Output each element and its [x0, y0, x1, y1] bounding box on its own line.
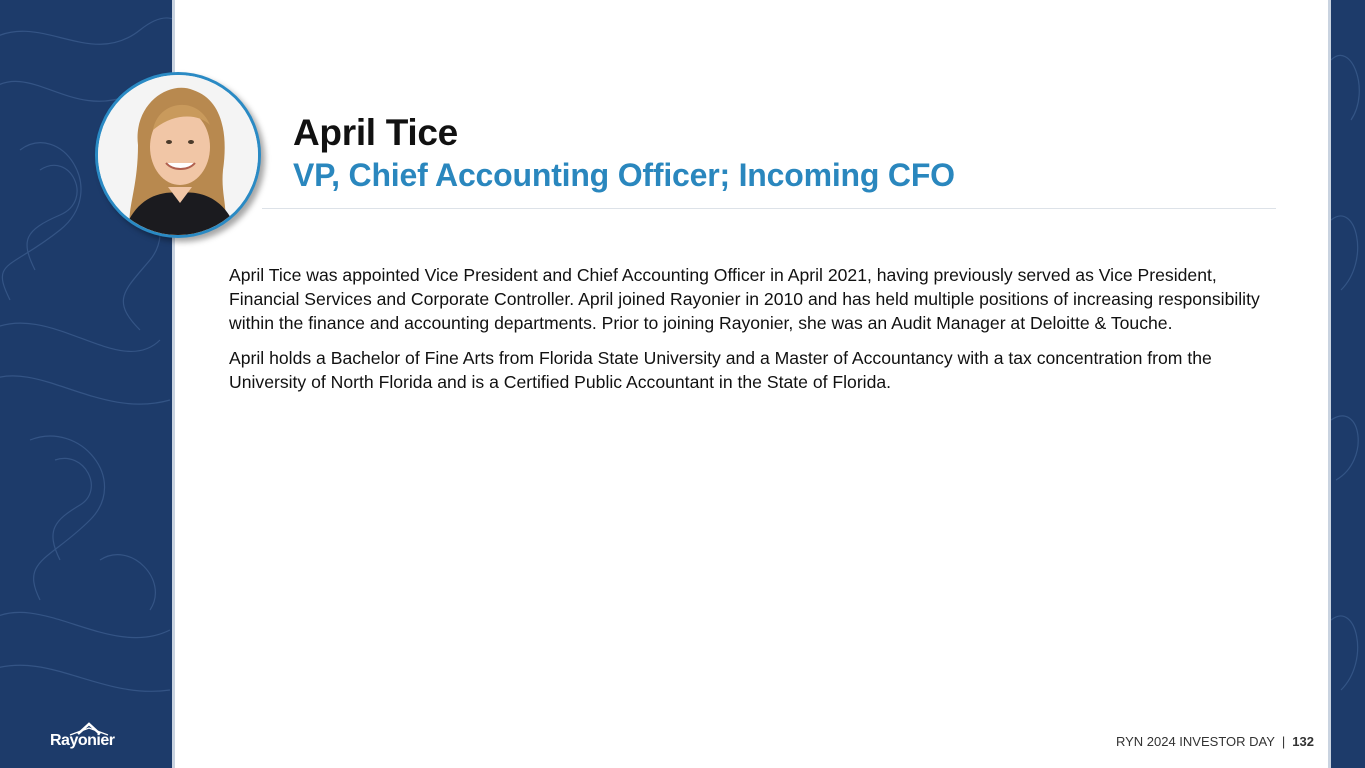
bio-paragraph: April Tice was appointed Vice President and Chief Accounting Officer in April 2021, having previously served as Vice President, Financial Services and Corporate Controller. April joined Rayonier in 2010 and has held multiple positions of increasing responsibility within the finance and accounting departments. Prior to joining Rayonier, she was an Audit Manager at Deloitte & Touche.	[229, 265, 1260, 333]
biography	[229, 263, 1279, 405]
headshot-photo	[95, 72, 261, 238]
person-title: VP, Chief Accounting Officer; Incoming CFO	[293, 157, 955, 193]
logo-wordmark: Rayonier	[50, 732, 115, 749]
page-number: 132	[1292, 734, 1314, 749]
slide-right-edge	[1328, 0, 1331, 768]
topographic-pattern-right	[1331, 0, 1365, 768]
portrait-illustration	[98, 75, 258, 235]
bio-paragraph: April holds a Bachelor of Fine Arts from Florida State University and a Master of Accountancy with a tax concentration from the University of North Florida and is a Certified Public Accountant in the State of Florida.	[229, 348, 1212, 392]
footer-event-label: RYN 2024 INVESTOR DAY	[1115, 734, 1275, 749]
rayonier-logo	[50, 722, 128, 752]
right-decorative-band	[1331, 0, 1365, 768]
header-divider	[262, 208, 1276, 209]
footer-separator: |	[1281, 734, 1286, 749]
slide-footer	[1116, 734, 1314, 749]
person-name: April Tice	[293, 112, 458, 153]
